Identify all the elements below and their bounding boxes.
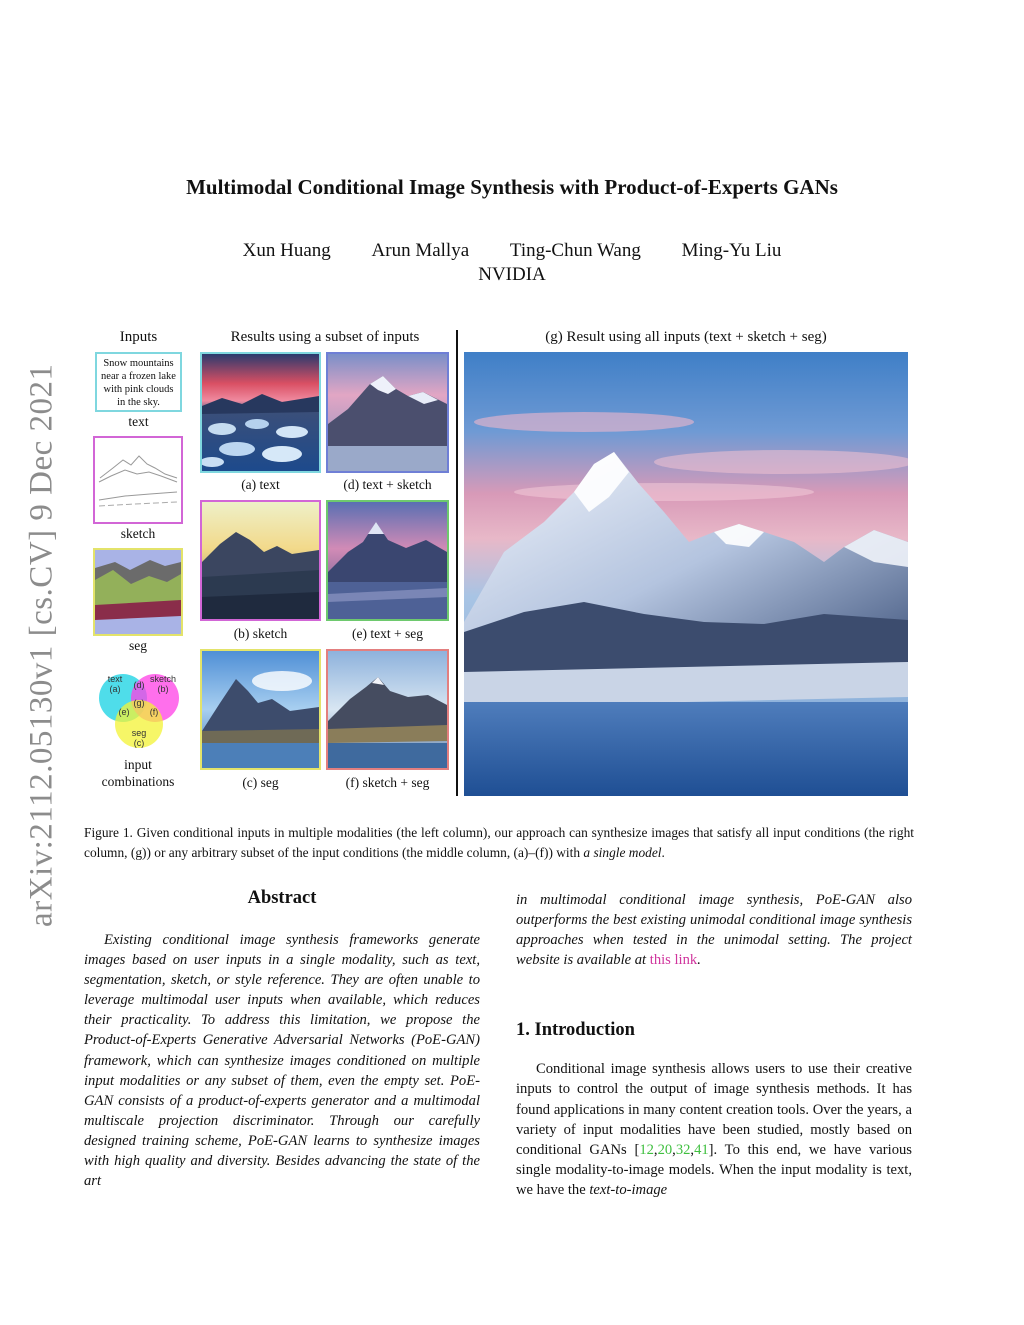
result-label-b: (b) sketch bbox=[233, 626, 288, 641]
seg-map bbox=[95, 550, 181, 634]
paper-title: Multimodal Conditional Image Synthesis with Product-of-Experts GANs bbox=[186, 175, 838, 199]
result-label-c: (c) seg bbox=[242, 775, 279, 790]
input-label-text: text bbox=[128, 414, 149, 429]
result-d-text-sketch-image bbox=[326, 352, 449, 473]
abstract-text: Existing conditional image synthesis frameworks generate images based on user inputs in a single modality, such as text, segmentation, sketch, or style reference. They are often unable to leverage multimodal user inputs when available, which reduces their practicality. To address this limitation, we propose the Product-of-Experts Generative Adversarial Networks (PoE-GAN) framework, which can synthesize images conditioned on multiple input modalities or any subset of them, even the empty set. PoE-GAN consists of a product-of-experts generator and a multimodal multiscale projection discriminator. Through our carefully designed training scheme, PoE-GAN learns to synthesize images with high quality and diversity. Besides advancing the state of the art bbox=[84, 932, 480, 1190]
citation-link[interactable]: 12 bbox=[639, 1141, 654, 1158]
venn-label-c: (c) bbox=[133, 738, 145, 748]
venn-label-e: (e) bbox=[118, 707, 130, 717]
input-label-combinations bbox=[93, 756, 183, 790]
pink-sky-mountain-image bbox=[328, 354, 447, 471]
figure-caption-emphasis: a single model bbox=[583, 845, 662, 860]
venn-label-seg: seg bbox=[131, 728, 147, 738]
golden-sky-mountain-image bbox=[202, 502, 319, 619]
input-label-input: input bbox=[124, 757, 152, 772]
col-header-subset: Results using a subset of inputs bbox=[230, 329, 420, 345]
intro-text-mid: ]. To this end, we have various single modality-to-image models. When the input modality is text, we have the bbox=[516, 1141, 912, 1198]
text-input-prompt: Snow mountains near a frozen lake with pink clouds in the sky. bbox=[101, 358, 176, 408]
citation-link[interactable]: 41 bbox=[694, 1141, 709, 1158]
abstract-continued bbox=[516, 890, 912, 970]
result-label-d: (d) text + sketch bbox=[343, 477, 432, 492]
input-label-seg: seg bbox=[129, 638, 147, 653]
introduction-heading: 1. Introduction bbox=[516, 1020, 635, 1041]
sketch-drawing bbox=[95, 438, 181, 522]
col-header-all: (g) Result using all inputs (text + sketch + seg) bbox=[545, 329, 827, 345]
result-c-seg-image bbox=[200, 649, 321, 770]
figure-caption bbox=[84, 823, 914, 863]
input-label-sketch: sketch bbox=[120, 526, 156, 541]
author-name: Ting-Chun Wang bbox=[509, 240, 641, 261]
venn-label-f: (f) bbox=[149, 707, 159, 717]
result-label-a: (a) text bbox=[241, 477, 280, 492]
author-name: Xun Huang bbox=[242, 240, 331, 261]
result-f-sketch-seg-image bbox=[326, 649, 449, 770]
introduction-text: Conditional image synthesis allows users to use their creative inputs to control the output of image synthesis methods. It has found applications in many content creation tools. Over the years, a variety of input modalities have been studied, mostly based on conditional GANs [12,20,32,41]. To this end, we have various single modality-to-image models. When the input modality is text, we have the text-to-image bbox=[516, 1061, 912, 1198]
seg-input-box bbox=[93, 548, 183, 636]
venn-label-text: text bbox=[107, 674, 123, 684]
venn-label-b: (b) bbox=[157, 684, 169, 694]
author-name: Ming-Yu Liu bbox=[681, 240, 782, 261]
right-column bbox=[516, 890, 912, 1200]
input-label-combinations-word: combinations bbox=[101, 774, 175, 789]
abstract-continued-text: in multimodal conditional image synthesis, PoE-GAN also outperforms the best existing unimodal conditional image synthesis approaches when tested in the unimodal setting. The project website is available at bbox=[516, 892, 912, 969]
citation-link[interactable]: 20 bbox=[657, 1141, 673, 1158]
icy-lake-image bbox=[202, 354, 319, 471]
abstract-heading: Abstract bbox=[247, 888, 317, 908]
river-mountain-image bbox=[328, 651, 447, 768]
arxiv-identifier: arXiv:2112.05130v1 [cs.CV] 9 Dec 2021 bbox=[23, 363, 60, 927]
author-list bbox=[0, 240, 1024, 262]
result-g-all-inputs-image bbox=[464, 352, 908, 796]
venn-label-g: (g) bbox=[133, 698, 145, 708]
project-website-link[interactable]: this link bbox=[649, 952, 698, 969]
intro-text-start: Conditional image synthesis allows users to use their creative inputs to control the output of image synthesis methods. It has found applications in many content creation tools. Over the years, a variety of input modalities have been studied, mostly based on conditional GANs [ bbox=[516, 1061, 912, 1158]
result-b-sketch-image bbox=[200, 500, 321, 621]
affiliation: NVIDIA bbox=[478, 264, 546, 285]
citation-link[interactable]: 32 bbox=[675, 1141, 691, 1158]
abstract-end: . bbox=[697, 952, 701, 969]
venn-label-a: (a) bbox=[109, 684, 121, 694]
result-e-text-seg-image bbox=[326, 500, 449, 621]
venn-diagram bbox=[93, 666, 185, 752]
abstract-section bbox=[84, 888, 480, 1191]
result-label-e: (e) text + seg bbox=[352, 626, 423, 641]
result-a-text-image bbox=[200, 352, 321, 473]
text-input-box bbox=[95, 352, 182, 412]
blue-sky-mountain-image bbox=[202, 651, 319, 768]
intro-text-emphasis: text-to-image bbox=[589, 1181, 668, 1198]
dusk-mountain-image bbox=[328, 502, 447, 619]
venn-label-d: (d) bbox=[133, 680, 145, 690]
figure-caption-end: . bbox=[661, 845, 665, 860]
author-name: Arun Mallya bbox=[371, 240, 470, 261]
result-label-f: (f) sketch + seg bbox=[345, 775, 430, 790]
venn-label-sketch: sketch bbox=[149, 674, 177, 684]
snowy-mountain-lake-image bbox=[464, 352, 908, 796]
figure-divider bbox=[456, 330, 458, 796]
col-header-inputs: Inputs bbox=[119, 329, 158, 345]
figure-caption-text: Figure 1. Given conditional inputs in multiple modalities (the left column), our approach can synthesize images that satisfy all input conditions (the right column, (g)) or any arbitrary subset of the input conditions (the middle column, (a)–(f)) with bbox=[84, 825, 914, 860]
sketch-input-box bbox=[93, 436, 183, 524]
